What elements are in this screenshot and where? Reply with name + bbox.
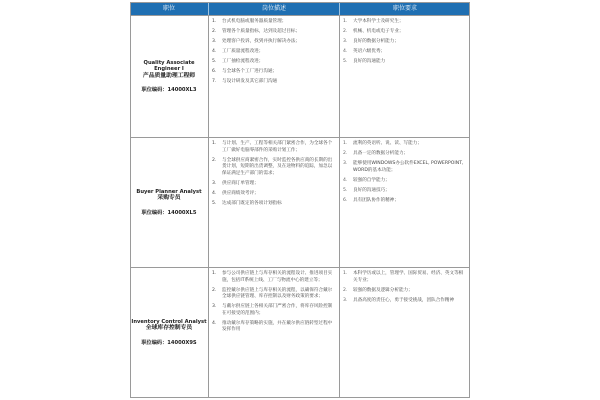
title-cn: 采购专员 [157,195,181,202]
list-item: 5. 达成部门既定的各项计划指标 [212,200,282,206]
position-cell [131,16,207,137]
requirements-cell [339,138,469,267]
list-item: 1. 台式机电脑或服务器质量管理； [212,19,287,24]
header-requirements: 职位要求 [339,3,470,15]
table-row [131,137,469,267]
list-item: 4. 英语六级优秀； [343,48,386,54]
title-en: Quality Associate Engineer I [143,59,195,73]
description-cell [208,138,338,267]
list-item: 5. 良好的沟通能力 [343,58,386,64]
list-item: 4. 供应商绩效考评； [212,190,259,196]
list-item: 7. 与设计研发及其它部门沟通 [212,78,278,84]
list-item: 6. 与全球各个工厂进行沟通； [212,68,278,74]
list-item: 3. 良好的数据分析能力； [343,38,399,44]
list-item: 2. 管理各个质量指标，达到及超过目标； [212,28,301,34]
list-item: 1. 大学本科学士及研究生； [343,19,404,24]
requirements-cell [339,268,469,397]
list-item: 2. 具备一定的数据分析能力； [343,150,409,156]
list-item: 6. 具有团队协作的精神； [343,197,399,203]
table-header [131,3,469,15]
list-item: 4. 推动戴尔库存策略的实施，并在戴尔供应链转型过程中发挥作用 [212,320,333,333]
list-item: 5. 良好的沟通技巧； [343,187,390,193]
table-row [131,15,469,137]
list-item: 1. 与计划、生产、工程等相关部门紧密合作，为全球各个工厂做好电脑零部件的采购计划工作； [212,141,333,153]
position-cell [131,268,207,397]
list-item: 3. 处理客户投诉，找到并执行解决办法； [212,38,301,44]
table-row [131,267,469,397]
list-item: 1. 参与公司供应链上与库存相关的流程设计、推进项目实施，包括IT系统上线、工厂与物流中心的建立等； [212,271,333,283]
list-item: 2. 较强的数据及逻辑分析能力； [343,287,413,293]
list-item: 3. 与戴尔供应链上各相关部门严密合作，将库存风险控制在可接受的范围内； [212,304,333,316]
header-description: 岗位描述 [208,3,339,15]
list-item: 1. 流利的英语听、说、读、写能力； [343,141,422,146]
list-item: 2. 与全球供应商紧密合作，实时监控各供应商的长期的出货计划，短期的出货调整，及在途物料的追踪，加急以保证满足生产部门的需求； [212,157,333,176]
title-cn: 全球库存控制专员 [145,325,193,332]
job-table [130,2,470,398]
list-item: 4. 工厂质量流程改进； [212,48,264,54]
list-item: 1. 本科学历或以上，管理学、国际贸易、经济、英文等相关专业； [343,271,464,283]
list-item: 3. 具备高度的责任心，勇于接受挑战，团队合作精神 [343,297,455,303]
list-item: 2. 机械、机电或电子专业； [343,28,404,34]
list-item: 5. 工厂抽检流程改进； [212,58,264,64]
requirements-cell [339,16,469,137]
list-item: 3. 供应商订单管理； [212,180,259,186]
description-cell [208,268,338,397]
position-code: 职位编码：14000XL5 [141,209,197,216]
title-cn: 产品质量助理工程师 [142,72,196,79]
position-cell [131,138,207,267]
title-en: Inventory Control Analyst [131,318,207,325]
position-code: 职位编码：14000XL3 [141,86,197,93]
list-item: 4. 较强的自学能力； [343,177,390,183]
list-item: 2. 监控戴尔供应链上与库存相关的流程，以确保符合戴尔全球供应链管理、库存控制以及财务政策的要求； [212,287,333,300]
list-item: 3. 能够使用WINDOWS办公软件EXCEL, POWERPOINT, WORD的基本功能； [343,160,464,173]
position-code: 职位编码：14000X9S [141,339,197,346]
description-cell [208,16,338,137]
title-en: Buyer Planner Analyst [136,188,202,195]
header-position: 职位 [162,5,175,12]
